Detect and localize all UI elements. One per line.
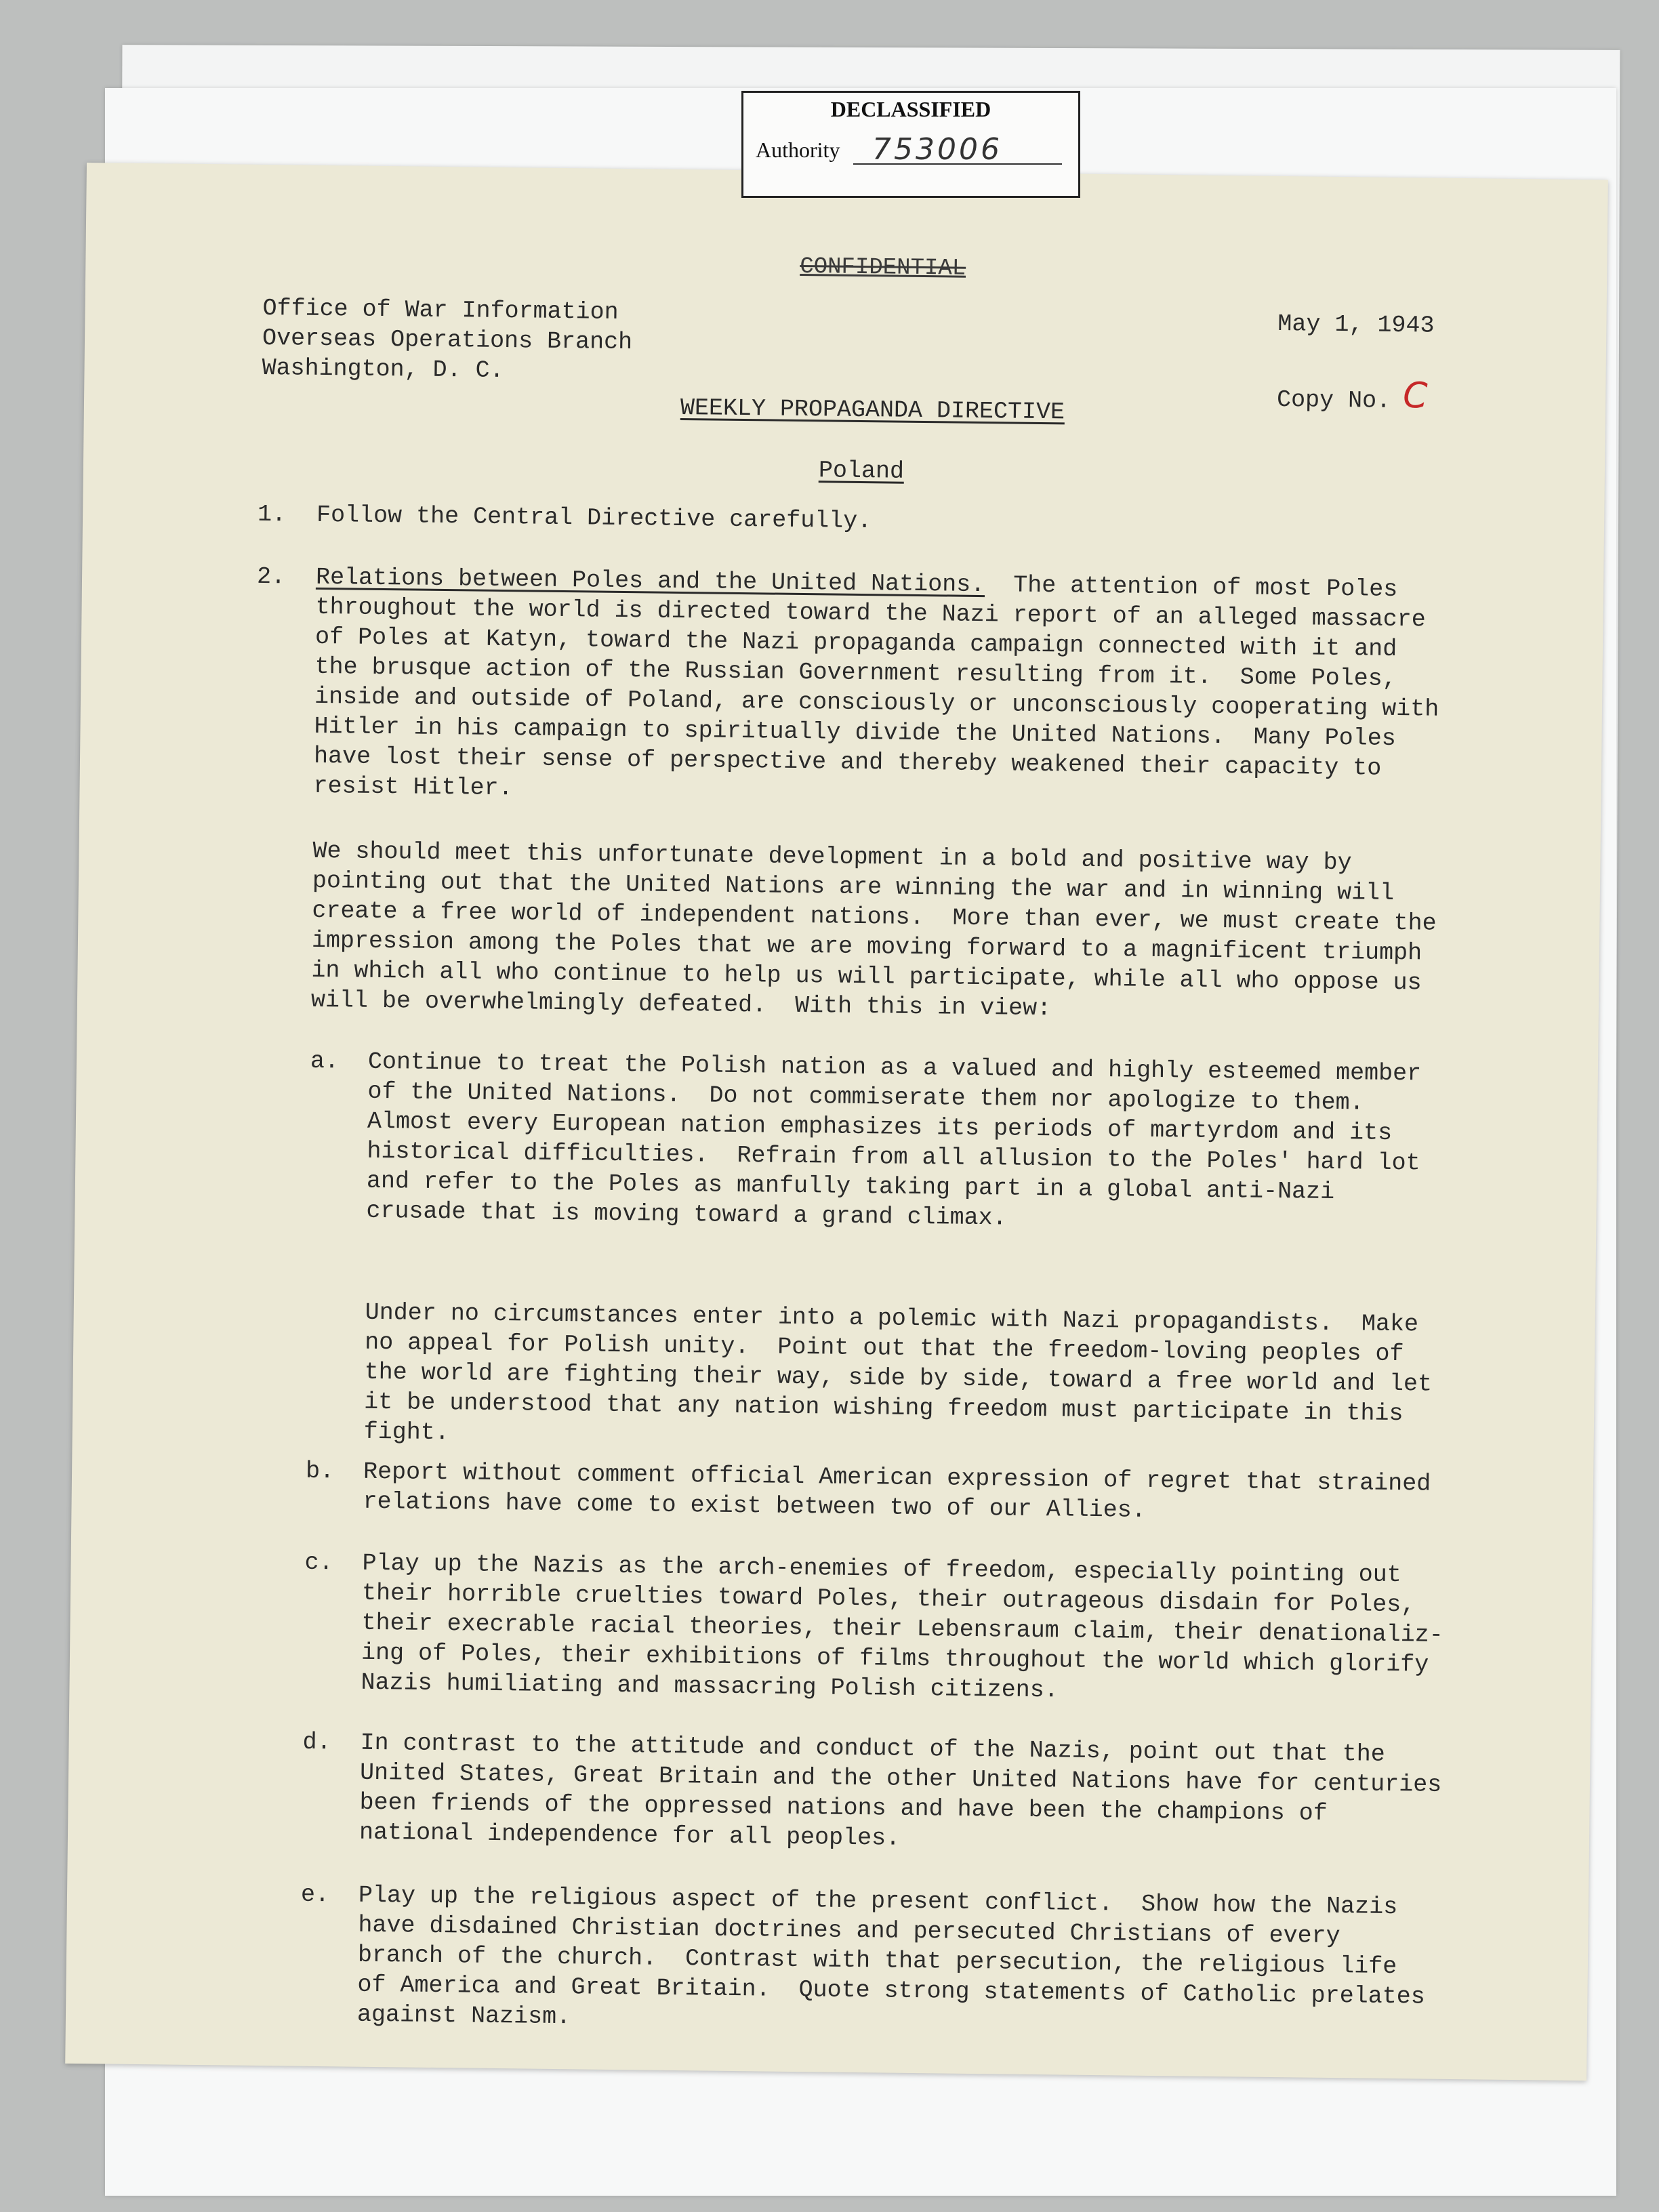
office-line: Washington, D. C. [262,354,504,385]
declassified-stamp-card [741,91,1080,198]
office-line: Office of War Information [262,294,619,326]
office-line: Overseas Operations Branch [262,324,633,356]
item-text [313,562,1440,814]
copy-value: C [1402,375,1428,417]
authority-number: 753006 [872,132,1002,167]
subitem-letter: b. [305,1457,335,1486]
memo-page [65,163,1608,2081]
item-text: Follow the Central Directive carefully. [316,501,872,535]
subitem-text: Play up the Nazis as the arch-enemies of freedom, especially pointing out their horrible cruelties toward Poles, their outrageous disdain for Poles, their execrable racial theories, their Lebensraum claim, their denationaliz- ing of Poles, their exhibitions of films throughout the world which glorify Nazis humiliating and massacring Polish citizens. [361,1549,1443,1704]
memo-date: May 1, 1943 [1277,310,1435,340]
subitem-text: Continue to treat the Polish nation as a valued and highly esteemed member of the United Nations. Do not commiserate them nor apologize to them. Almost every European nation emphasizes its periods of martyrdom and its historical difficulties. Refrain from all allusion to the Poles' hard lot and refer to the Poles as manfully taking part in a global anti-Nazi crusade that is moving toward a grand climax. [366,1048,1422,1232]
item-body: The attention of most Poles throughout the world is directed toward the Nazi report of an alleged massacre of Poles at Katyn, toward the Nazi propaganda campaign connected with it and the brusque action of the Russian Government resulting from it. Some Poles, inside and outside of Poland, are consciously or unconsciously cooperating with Hitler in his campaign to spiritually divide the United Nations. Many Poles have lost their sense of perspective and thereby weakened their capacity to resist Hitler. [313,571,1439,802]
subitem-text: Play up the religious aspect of the present conflict. Show how the Nazis have disdained Christian doctrines and persecuted Christians of every branch of the church. Contrast with that persecution, the religious life of America and Great Britain. Quote strong statements of Catholic prelates against Nazism. [356,1881,1425,2031]
subitem-text: Report without comment official American expression of regret that strained relations have come to exist between two of our Allies. [363,1458,1431,1524]
item-number: 1. [257,500,287,529]
copy-number [1276,375,1428,417]
directive-subtitle: Poland [818,457,905,485]
subitem-letter: c. [304,1549,333,1577]
copy-label: Copy No. [1276,386,1391,415]
subitem-letter: d. [302,1728,331,1757]
subitem-letter: a. [310,1047,340,1076]
subitem-letter: e. [300,1881,330,1909]
subitem-text: In contrast to the attitude and conduct of the Nazis, point out that the United States, Great Britain and the other United Nations have for centuries been friends of the oppressed nations and have been the champions of national independence for all peoples. [359,1729,1442,1852]
office-address [262,293,633,387]
directive-title: WEEKLY PROPAGANDA DIRECTIVE [680,394,1065,426]
classification-stamp: CONFIDENTIAL [800,253,966,282]
item-heading: Relations between Poles and the United Nations. [315,563,985,599]
subitem-text: Under no circumstances enter into a polemic with Nazi propagandists. Make no appeal for Polish unity. Point out that the freedom-loving peoples of the world are fighting their way, side by side, toward a free world and let it be understood that any nation wishing freedom must participate in this fight. [363,1298,1433,1447]
item-number: 2. [256,562,286,591]
paragraph-view: We should meet this unfortunate development in a bold and positive way by pointing out that the United Nations are winning the war and in winning will create a free world of independent nations. More than ever, we must create the impression among the Poles that we are moving forward to a magnificent triumph in which all who continue to help us will participate, while all who oppose us will be overwhelmingly defeated. With this in view: [310,837,1437,1023]
authority-label: Authority [756,138,840,162]
declassified-title: DECLASSIFIED [830,97,991,121]
